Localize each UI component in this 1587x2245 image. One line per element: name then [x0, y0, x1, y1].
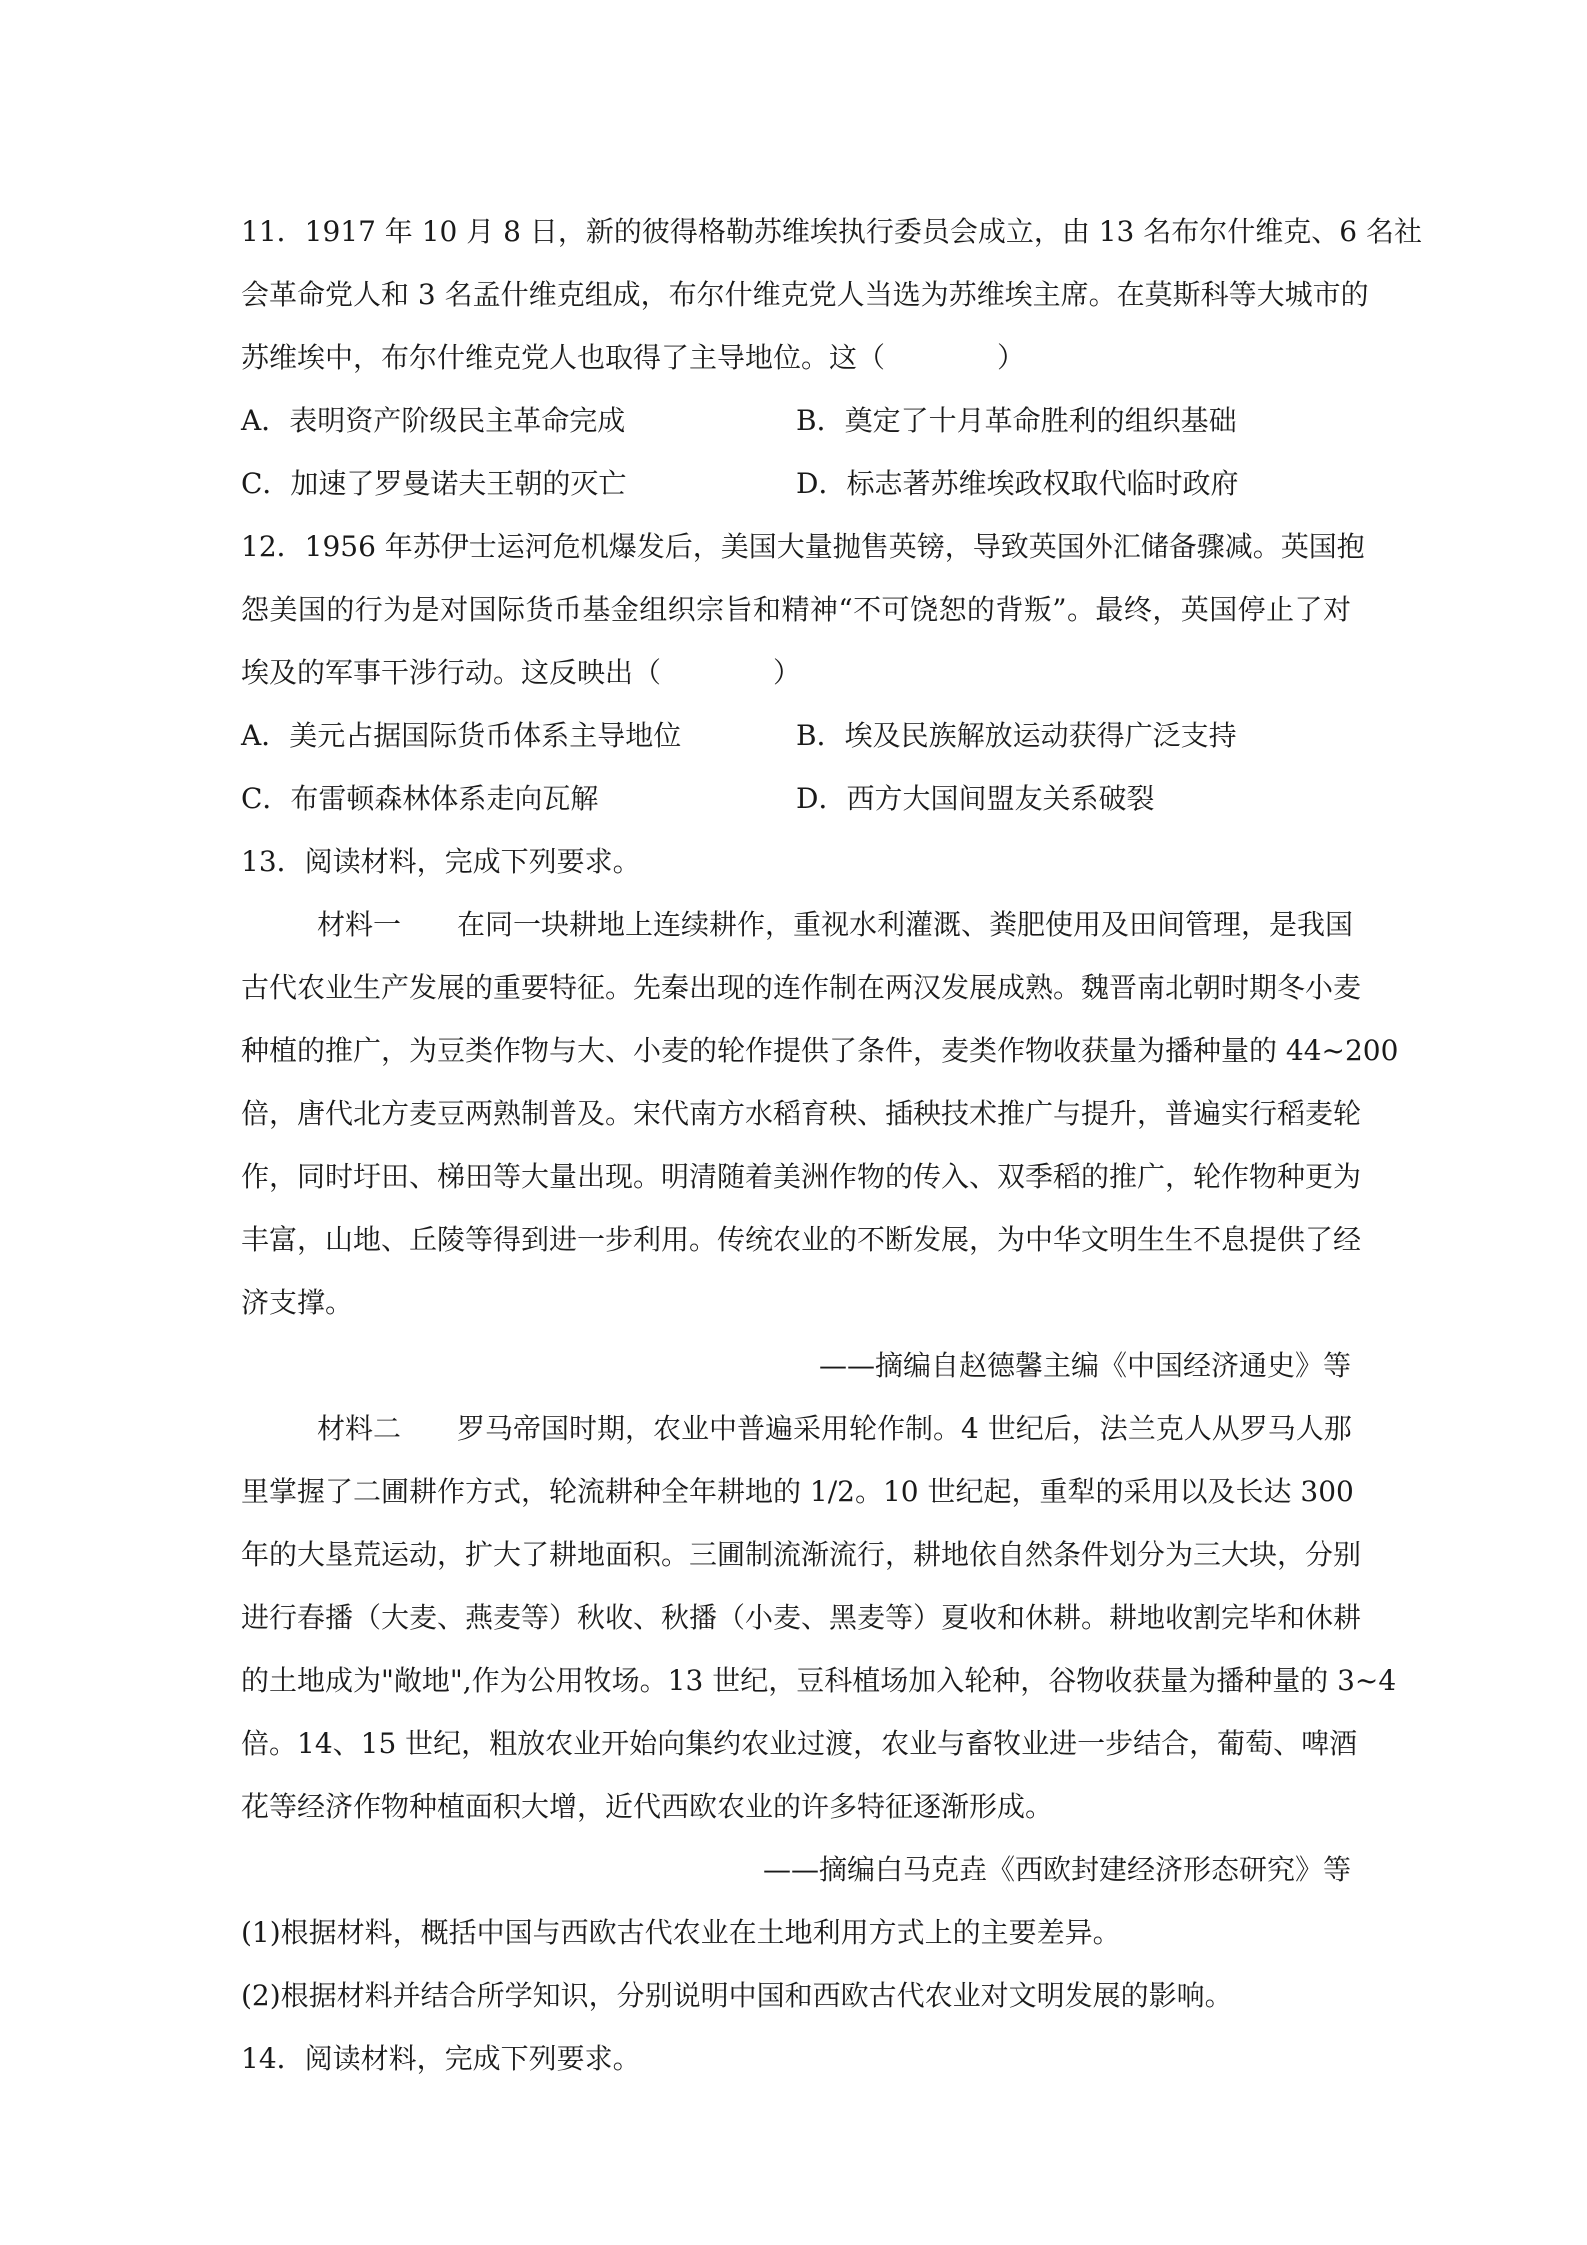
question-11-option-a: A．表明资产阶级民主革命完成 — [241, 404, 626, 437]
material-2-first-text: 罗马帝国时期，农业中普遍采用轮作制。4 世纪后，法兰克人从罗马人那 — [457, 1412, 1352, 1445]
question-12-line: 怨美国的行为是对国际货币基金组织宗旨和精神“不可饶恕的背叛”。最终，英国停止了对 — [241, 593, 1351, 626]
material-1-first-line — [241, 893, 1354, 956]
question-11-options-row — [241, 389, 1351, 452]
question-13-heading: 13．阅读材料，完成下列要求。 — [241, 845, 641, 878]
material-1-line: 古代农业生产发展的重要特征。先秦出现的连作制在两汉发展成熟。魏晋南北朝时期冬小麦 — [241, 971, 1362, 1004]
question-12-option-d: D．西方大国间盟友关系破裂 — [796, 782, 1155, 815]
question-11-line: 11．1917 年 10 月 8 日，新的彼得格勒苏维埃执行委员会成立，由 13 名布尔什维克、6 名社 — [241, 215, 1422, 248]
exam-page — [241, 200, 1422, 2090]
question-14 — [241, 2027, 1351, 2090]
question-11 — [241, 200, 1422, 515]
question-12-line: 12．1956 年苏伊士运河危机爆发后，美国大量抛售英镑，导致英国外汇储备骤减。英国抱 — [241, 530, 1365, 563]
material-1-first-text: 在同一块耕地上连续耕作，重视水利灌溉、粪肥使用及田间管理，是我国 — [457, 908, 1354, 941]
material-1-line: 种植的推广，为豆类作物与大、小麦的轮作提供了条件，麦类作物收获量为播种量的 44~200 — [241, 1034, 1399, 1067]
material-1-source: ——摘编自赵德馨主编《中国经济通史》等 — [818, 1349, 1351, 1382]
material-2-line: 年的大垦荒运动，扩大了耕地面积。三圃制流渐流行，耕地依自然条件划分为三大块，分别 — [241, 1538, 1362, 1571]
question-11-option-d: D．标志著苏维埃政权取代临时政府 — [796, 467, 1239, 500]
material-1-line: 倍，唐代北方麦豆两熟制普及。宋代南方水稻育秧、插秧技术推广与提升，普遍实行稻麦轮 — [241, 1097, 1362, 1130]
question-12 — [241, 515, 1365, 830]
question-12-option-b: B．埃及民族解放运动获得广泛支持 — [796, 719, 1237, 752]
material-2 — [241, 1397, 1397, 1901]
question-13-requirement-1: (1)根据材料，概括中国与西欧古代农业在土地利用方式上的主要差异。 — [241, 1916, 1121, 1949]
question-11-options-row — [241, 452, 1351, 515]
question-12-options-row — [241, 767, 1351, 830]
question-12-option-c: C．布雷顿森林体系走向瓦解 — [241, 782, 599, 815]
material-1-line: 作，同时圩田、梯田等大量出现。明清随着美洲作物的传入、双季稻的推广，轮作物种更为 — [241, 1160, 1362, 1193]
question-11-option-c: C．加速了罗曼诺夫王朝的灭亡 — [241, 467, 627, 500]
material-1-spacer — [401, 908, 457, 941]
material-1 — [241, 893, 1399, 1397]
material-2-first-line — [241, 1397, 1351, 1460]
material-2-line: 进行春播（大麦、燕麦等）秋收、秋播（小麦、黑麦等）夏收和休耕。耕地收割完毕和休耕 — [241, 1601, 1362, 1634]
material-2-line: 里掌握了二圃耕作方式，轮流耕种全年耕地的 1/2。10 世纪起，重犁的采用以及长达 300 — [241, 1475, 1354, 1508]
material-2-line: 花等经济作物种植面积大增，近代西欧农业的许多特征逐渐形成。 — [241, 1790, 1054, 1823]
question-12-line: 埃及的军事干涉行动。这反映出（ ） — [241, 656, 802, 689]
question-13 — [241, 830, 1399, 2027]
material-1-label: 材料一 — [317, 908, 402, 941]
question-12-options-row — [241, 704, 1351, 767]
question-11-option-b: B．奠定了十月革命胜利的组织基础 — [796, 404, 1237, 437]
material-2-label: 材料二 — [317, 1412, 402, 1445]
material-1-line: 丰富，山地、丘陵等得到进一步利用。传统农业的不断发展，为中华文明生生不息提供了经 — [241, 1223, 1362, 1256]
material-2-spacer — [401, 1412, 457, 1445]
material-2-source: ——摘编白马克垚《西欧封建经济形态研究》等 — [762, 1853, 1351, 1886]
question-11-line: 苏维埃中，布尔什维克党人也取得了主导地位。这（ ） — [241, 341, 1026, 374]
question-13-requirement-2: (2)根据材料并结合所学知识，分别说明中国和西欧古代农业对文明发展的影响。 — [241, 1979, 1233, 2012]
material-2-line: 倍。14、15 世纪，粗放农业开始向集约农业过渡，农业与畜牧业进一步结合，葡萄、啤酒 — [241, 1727, 1358, 1760]
material-2-line: 的土地成为"敞地",作为公用牧场。13 世纪，豆科植场加入轮种，谷物收获量为播种量的 3~4 — [241, 1664, 1397, 1697]
question-12-option-a: A．美元占据国际货币体系主导地位 — [241, 719, 682, 752]
question-14-heading: 14．阅读材料，完成下列要求。 — [241, 2042, 641, 2075]
question-11-line: 会革命党人和 3 名孟什维克组成，布尔什维克党人当选为苏维埃主席。在莫斯科等大城市的 — [241, 278, 1369, 311]
material-1-line: 济支撑。 — [241, 1286, 354, 1319]
